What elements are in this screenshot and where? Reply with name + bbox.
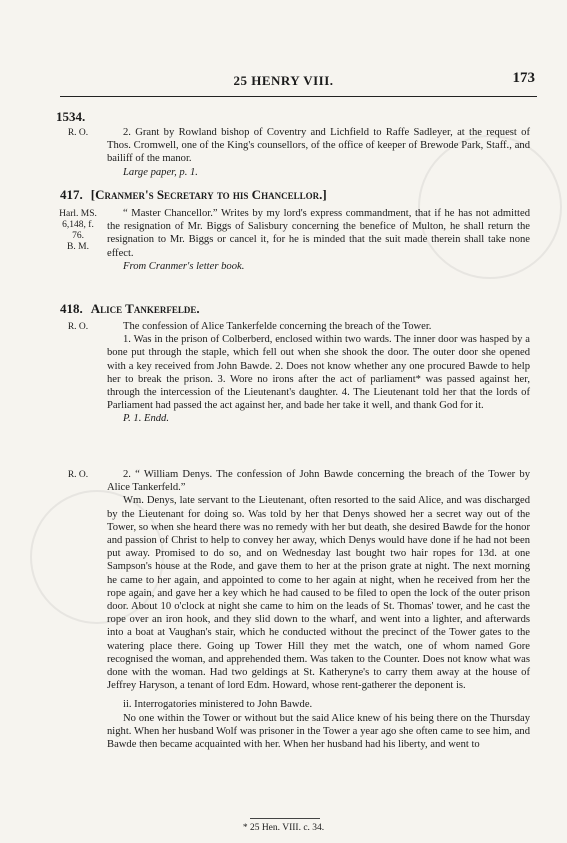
footnote-rule: [250, 818, 320, 819]
entry-418-part2: [107, 468, 530, 751]
margin-line: B. M.: [67, 242, 89, 252]
entry-text: No one within the Tower or without but the said Alice knew of his being there on the Thursday night. When her husband Wolf was prisoner in the Tower a year ago she often came to see him, and Bawde then became acquainted with her. When her husband had his liberty, and went to: [107, 712, 530, 751]
page-number: 173: [512, 70, 535, 86]
entry-note: From Cranmer's letter book.: [123, 260, 245, 272]
entry-number: 418.: [60, 301, 83, 316]
header-rule: [60, 96, 537, 97]
entry-text: Wm. Denys, late servant to the Lieutenant, often resorted to the said Alice, and was discharged by the Lieutenant for doing so. Was told by her that Denys showed her a secret way out of the Tower, so when she heard there was no remedy with her but death, she desired Bawde for the honor and passion of Christ to help to convey her away, which Denys would have done if he had not been put away. Promised to do so, and on Wednesday last bought two hair ropes for 13d. at one Sampson's house at the Rode, and gave them to her at the prison grate at night. The next morning he came to her again, and appointed to come to her again at night, when he received from her the rope again, and gave her a key which he had caused to be filed to open the lock of the outer prison door. About 10 o'clock at night she came to him on the leads of St. Thomas' tower, and he cast the rope over an iron hook, and they slid down to the wharf, and went into a lighter, and afterwards into a boat at Vaughan's stair, which he conducted without the precinct of the Tower gates to the watering place there. Going up Tower Hill they met the watch, one of whom named Gore recognised the woman, and apprehended them. Was taken to the Counter. Does not know what was done with the woman. Had two geldings at St. Katheryne's to carry them away at the house of Jeffrey Haryson, a tenant of lord Edm. Howard, whose rent-gatherer the deponent is.: [107, 495, 530, 692]
year-marker: 1534.: [56, 109, 86, 124]
entry-418-part1: [107, 320, 530, 426]
entry-number: 417.: [60, 187, 83, 202]
margin-source: R. O.: [67, 322, 89, 332]
margin-source: [56, 209, 100, 253]
entry-title: Alice Tankerfelde.: [90, 301, 200, 316]
footnote: * 25 Hen. VIII. c. 34.: [242, 823, 325, 833]
margin-line: 6,148, f. 76.: [62, 220, 94, 241]
entry-text: 1. Was in the prison of Colberberd, enclosed within two wards. The inner door was hasped by a bone put through the staple, which fell out when she shook the door. The outer door she opened with a key received from John Bawde. 2. Does not know whether any one procured Bawde to help her to break the prison. 3. Wore no irons after the act of parliament* was passed against her, through the intercession of the Lieutenant's daughter. 4. The Lieutenant told her that the lords of Parliament had passed the act against her, and bade her take it well, and thank God for it.: [107, 334, 530, 412]
margin-line: Harl. MS.: [59, 209, 97, 219]
entry-note: P. 1. Endd.: [123, 413, 170, 425]
margin-source: R. O.: [67, 128, 89, 138]
entry-note: Large paper, p. 1.: [123, 166, 198, 178]
entry-intro: 2. “ William Denys. The confession of John Bawde concerning the breach of the Tower by Alice Tankerfeld.”: [107, 469, 530, 494]
margin-source: R. O.: [67, 470, 89, 480]
entry-417-body: [107, 207, 530, 273]
entry-416-body: [107, 126, 530, 179]
entry-417-heading: [60, 188, 530, 201]
entry-text: 2. Grant by Rowland bishop of Coventry and Lichfield to Raffe Sadleyer, at the request of Thos. Cromwell, one of the King's counsellors, of the office of keeper of Brewode Park, Staff., and bailiff of the manor.: [107, 127, 530, 165]
entry-418-heading: [60, 302, 530, 315]
entry-subheading: ii. Interrogatories ministered to John Bawde.: [123, 699, 313, 711]
running-head: 25 HENRY VIII.: [233, 73, 334, 88]
entry-intro: The confession of Alice Tankerfelde concerning the breach of the Tower.: [123, 321, 432, 332]
entry-text: “ Master Chancellor.” Writes by my lord's express commandment, that if he has not admitted the resignation of Mr. Biggs of Salisbury concerning the benefice of Multon, he shall return the resignation to Mr. Biggs or cancel it, for he is minded that the suit made therein shall take none effect.: [107, 208, 530, 259]
entry-title: [Cranmer's Secretary to his Chancellor.]: [90, 187, 327, 202]
